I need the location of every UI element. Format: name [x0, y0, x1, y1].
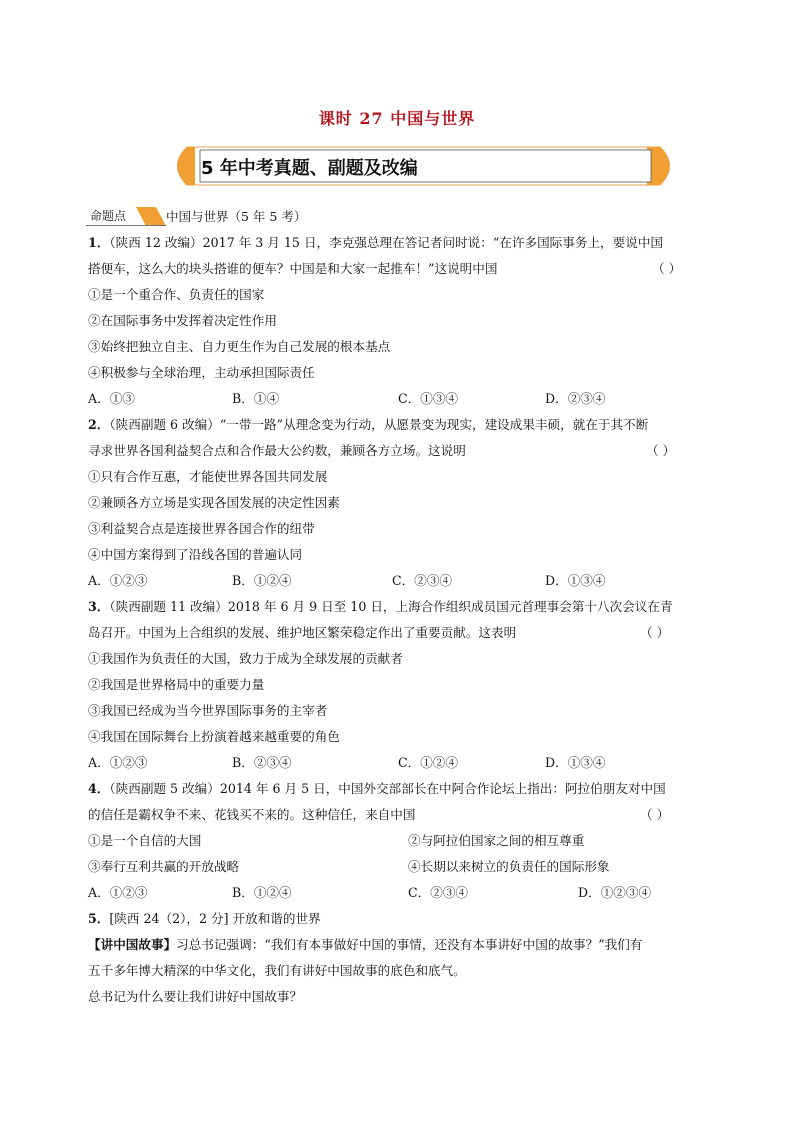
q3-answer-paren: （ ）: [640, 625, 670, 640]
q4-choice-b: B．①②④: [232, 885, 292, 900]
page-title: 课时 27 中国与世界: [318, 109, 476, 128]
q4-option-2: ②与阿拉伯国家之间的相互尊重: [408, 833, 585, 848]
q3-line2: 岛召开。中国为上合组织的发展、维护地区繁荣稳定作出了重要贡献。这表明: [88, 625, 517, 640]
q3-choice-b: B．②③④: [232, 755, 292, 770]
q1-line1: 1．（陕西 12 改编）2017 年 3 月 15 日，李克强总理在答记者问时说：“在许多国际事务上，要说中国: [88, 235, 664, 250]
q3-option-1: ①我国作为负责任的大国，致力于成为全球发展的贡献者: [88, 651, 403, 666]
q4-option-3: ③奉行互利共赢的开放战略: [88, 859, 240, 874]
q5-line2: 五千多年博大精深的中华文化，我们有讲好中国故事的底色和底气。: [88, 963, 466, 978]
q3-option-3: ③我国已经成为当今世界国际事务的主宰者: [88, 703, 328, 718]
q2-line2: 寻求世界各国利益契合点和合作最大公约数，兼顾各方立场。这说明: [88, 443, 466, 458]
q4-line1: 4．（陕西副题 5 改编）2014 年 6 月 5 日，中国外交部部长在中阿合作论坛上指出：阿拉伯朋友对中国: [88, 781, 666, 796]
q3-line1: 3．（陕西副题 11 改编）2018 年 6 月 9 日至 10 日，上海合作组织成员国元首理事会第十八次会议在青: [88, 599, 673, 614]
q5-head: 5．[陕西 24（2），2 分] 开放和谐的世界: [88, 911, 321, 926]
q1-option-3: ③始终把独立自主、自力更生作为自己发展的根本基点: [88, 339, 391, 354]
topic-tag-text: 中国与世界（5 年 5 考）: [166, 209, 307, 224]
q4-choice-a: A．①②③: [88, 885, 148, 900]
q5-line1: 【讲中国故事】习总书记强调：“我们有本事做好中国的事情，还没有本事讲好中国的故事？”我们有: [88, 937, 643, 952]
q2-option-2: ②兼顾各方立场是实现各国发展的决定性因素: [88, 495, 340, 510]
q2-line1: 2．（陕西副题 6 改编）“一带一路”从理念变为行动，从愿景变为现实，建设成果丰硕，就在于其不断: [88, 417, 649, 432]
q2-choice-d: D．①③④: [545, 573, 606, 588]
q4-choice-c: C．②③④: [408, 885, 469, 900]
q4-line2: 的信任是霸权争不来、花钱买不来的。这种信任，来自中国: [88, 807, 416, 822]
q1-choice-c: C．①③④: [398, 391, 459, 406]
q2-choice-a: A．①②③: [88, 573, 148, 588]
q1-choice-a: A．①③: [88, 391, 135, 406]
q2-choice-b: B．①②④: [232, 573, 292, 588]
topic-tag-label: 命题点: [86, 207, 158, 226]
q4-answer-paren: （ ）: [640, 807, 670, 822]
q3-choice-c: C．①②④: [398, 755, 459, 770]
q1-option-1: ①是一个重合作、负责任的国家: [88, 287, 265, 302]
section-banner: [167, 146, 680, 186]
q3-option-4: ④我国在国际舞台上扮演着越来越重要的角色: [88, 729, 340, 744]
q1-option-2: ②在国际事务中发挥着决定性作用: [88, 313, 277, 328]
q5-question: 总书记为什么要让我们讲好中国故事？: [88, 989, 303, 1004]
q2-option-1: ①只有合作互惠，才能使世界各国共同发展: [88, 469, 328, 484]
banner-title: 5 年中考真题、副题及改编: [201, 158, 418, 179]
q2-choice-c: C．②③④: [392, 573, 453, 588]
q3-choice-d: D．①③④: [545, 755, 606, 770]
q1-answer-paren: （ ）: [652, 261, 682, 276]
q2-answer-paren: （ ）: [646, 443, 676, 458]
q2-option-4: ④中国方案得到了沿线各国的普遍认同: [88, 547, 303, 562]
q4-option-1: ①是一个自信的大国: [88, 833, 202, 848]
q1-choice-d: D．②③④: [545, 391, 606, 406]
q3-option-2: ②我国是世界格局中的重要力量: [88, 677, 265, 692]
q1-line2: 搭便车，这么大的块头搭谁的便车？中国是和大家一起推车！”这说明中国: [88, 261, 498, 276]
q1-option-4: ④积极参与全球治理，主动承担国际责任: [88, 365, 315, 380]
q3-choice-a: A．①②③: [88, 755, 148, 770]
q1-choice-b: B．①④: [232, 391, 280, 406]
q4-option-4: ④长期以来树立的负责任的国际形象: [408, 859, 610, 874]
q4-choice-d: D．①②③④: [578, 885, 652, 900]
q2-option-3: ③利益契合点是连接世界各国合作的纽带: [88, 521, 315, 536]
